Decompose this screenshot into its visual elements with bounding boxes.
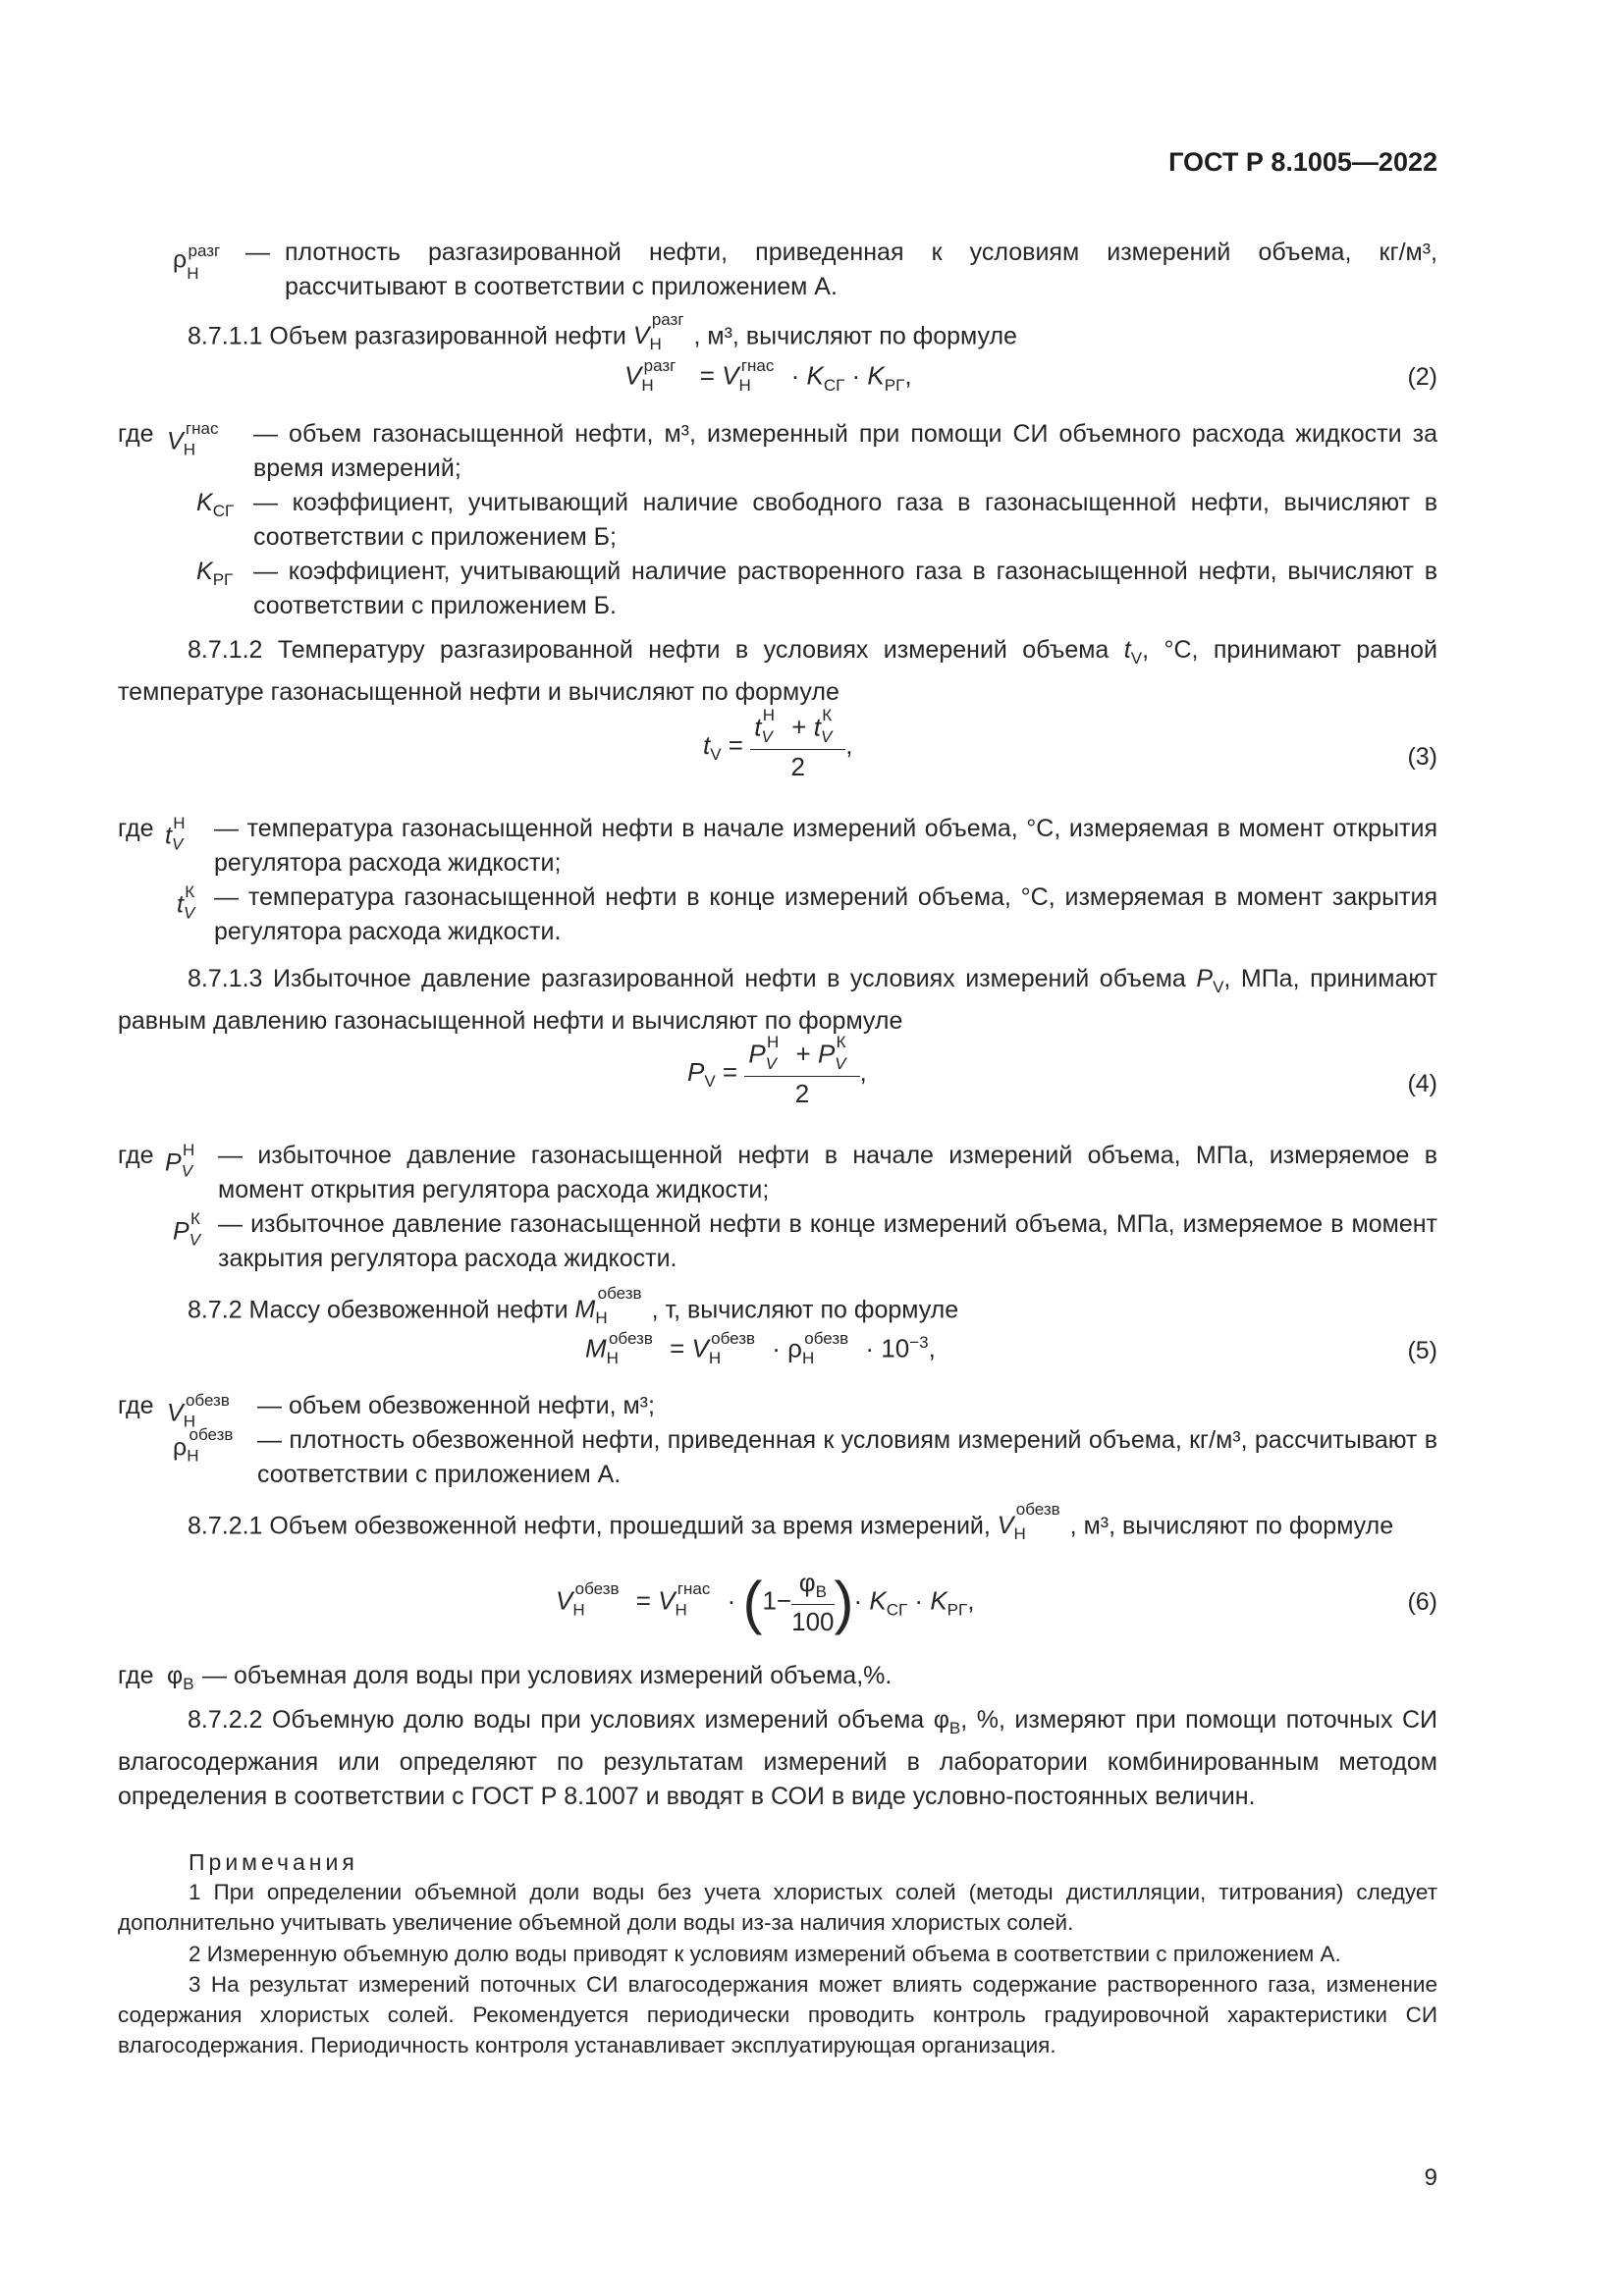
symbol-phi-v: $\varphi_В$: [167, 1662, 194, 1693]
where-label: где: [118, 815, 154, 842]
definition-p-v-n: — избыточное давление газонасыщенной нефти в начале измерений объема, МПа, измеряемое в момент открытия регулятора расхода жидкости;: [218, 1142, 1437, 1203]
symbol-v-gnas: $V_Н^{гнас}$: [167, 419, 219, 459]
definition-phi-v: — объемная доля воды при условиях измерений объема,%.: [202, 1662, 893, 1689]
equation-number-2: (2): [1407, 363, 1437, 391]
equation-number-4: (4): [1407, 1070, 1437, 1097]
note-2: 2 Измеренную объемную долю воды приводят к условиям измерений объема в соответствии с приложением А.: [189, 1942, 1341, 1966]
symbol-k-sg: $K_{СГ}$: [196, 489, 235, 520]
page-number: 9: [1424, 2164, 1437, 2191]
definition-rho-obezv: — плотность обезвоженной нефти, приведенная к условиям измерений объема, кг/м³, рассчитывают в соответствии с приложением А.: [257, 1426, 1437, 1488]
symbol-rho-razg: $\rho_Н^{разг}$: [173, 241, 221, 284]
definition-t-v-n: — температура газонасыщенной нефти в начале измерений объема, °С, измеряемая в момент открытия регулятора расхода жидкости;: [214, 815, 1437, 877]
formula-5: $M_Н^{обезв} = V_Н^{обезв} \cdot \rho_Н^{обезв} \cdot 10^{-3}$,: [585, 1329, 936, 1367]
symbol-m-obezv: $M_Н^{обезв}$: [574, 1284, 642, 1328]
fraction-eq4: $\frac{P_V^Н + P_V^К}{2}$: [744, 1039, 859, 1109]
note-1: 1 При определении объемной доли воды без учета хлористых солей (методы дистилляции, титрования) следует дополнительно учитывать увеличение объемной доли воды из-за наличия хлористых солей.: [118, 1880, 1437, 1935]
definition-v-obezv: — объем обезвоженной нефти, м³;: [257, 1392, 655, 1419]
symbol-p-v-k: $P_V^К$: [173, 1209, 201, 1250]
symbol-phi-v-inline: $\varphi_В$: [933, 1706, 961, 1737]
note-3: 3 На результат измерений поточных СИ влагосодержания может влиять содержание растворенного газа, изменение содержания хлористых солей. Рекомендуется периодически проводить контроль градуировочной характеристики СИ влагосодержания. Периодичность контроля устанавливает эксплуатирующая организация.: [118, 1972, 1437, 2057]
symbol-p-v-n: $P_V^Н$: [165, 1141, 195, 1181]
symbol-v-obezv: $V_Н^{обезв}$: [167, 1391, 230, 1431]
equation-number-6: (6): [1407, 1588, 1437, 1616]
definition-k-rg: — коэффициент, учитывающий наличие растворенного газа в газонасыщенной нефти, вычисляют в соответствии с приложением Б.: [253, 558, 1437, 619]
symbol-t-v-n: $t_V^Н$: [165, 814, 186, 854]
symbol-v-obezv-inline: $V_Н^{обезв}$: [997, 1500, 1060, 1544]
definition-v-gnas: — объем газонасыщенной нефти, м³, измеренный при помощи СИ объемного расхода жидкости за время измерений;: [253, 420, 1437, 482]
formula-4: $P_V$ = $\frac{P_V^Н + P_V^К}{2}$ ,: [687, 1033, 867, 1108]
paragraph-8-7-2-2: 8.7.2.2 Объемную долю воды при условиях измерений объема $\varphi_В$, %, измеряют при помощи поточных СИ влагосодержания или определяют по результатам измерений в лаборатории комбинированным методом определения в соответствии с ГОСТ Р 8.1007 и вводят в СОИ в виде условно-постоянных величин.: [118, 1706, 1437, 1810]
symbol-v-razg: $V_Н^{разг}$: [632, 310, 684, 354]
formula-2: $V_Н^{разг} = V_Н^{гнас} \cdot K_{СГ} \cdot K_{РГ}$,: [624, 356, 912, 395]
paragraph-8-7-1-2: 8.7.1.2 Температуру разгазированной нефти в условиях измерений объема $t_V$, °С, принимают равной температуре газонасыщенной нефти и вычисляют по формуле: [118, 636, 1438, 706]
equation-number-5: (5): [1407, 1337, 1437, 1364]
definition-t-v-k: — температура газонасыщенной нефти в конце измерений объема, °С, измеряемая в момент закрытия регулятора расхода жидкости.: [214, 883, 1437, 945]
symbol-k-rg: $K_{РГ}$: [196, 558, 234, 589]
equation-number-3: (3): [1407, 743, 1437, 771]
formula-3: $t_V$ = $\frac{t_V^Н + t_V^К}{2}$ ,: [703, 706, 853, 781]
symbol-t-v-k: $t_V^К$: [177, 882, 195, 923]
definition-rho-razg: плотность разгазированной нефти, приведенная к условиям измерений объема, кг/м³, рассчитывают в соответствии с приложением А.: [285, 239, 1437, 300]
dash: —: [245, 239, 270, 266]
formula-6: $V_Н^{обезв} = V_Н^{гнас} \cdot (1-$ $\frac{\varphi_В}{100}$ )· $K_{СГ} \cdot K_{РГ}$,: [556, 1568, 975, 1637]
notes-title: Примечания: [189, 1849, 358, 1875]
paragraph-8-7-2: 8.7.2 Массу обезвоженной нефти $M_Н^{обезв}$, т, вычисляют по формуле: [188, 1284, 959, 1328]
definition-p-v-k: — избыточное давление газонасыщенной нефти в конце измерений объема, МПа, измеряемое в момент закрытия регулятора расхода жидкости.: [218, 1210, 1437, 1272]
symbol-p-v: $P_V$: [1196, 965, 1224, 996]
symbol-rho-obezv: $\rho_Н^{обезв}$: [173, 1425, 234, 1466]
standard-header: ГОСТ Р 8.1005—2022: [1168, 147, 1437, 177]
where-label: где: [118, 1662, 154, 1689]
definition-k-sg: — коэффициент, учитывающий наличие свободного газа в газонасыщенной нефти, вычисляют в соответствии с приложением Б;: [253, 489, 1437, 551]
paragraph-8-7-2-1: 8.7.2.1 Объем обезвоженной нефти, прошедший за время измерений, $V_Н^{обезв}$, м³, вычисляют по формуле: [188, 1500, 1394, 1544]
symbol-t-v: $t_V$: [1123, 636, 1143, 667]
paragraph-8-7-1-3: 8.7.1.3 Избыточное давление разгазированной нефти в условиях измерений объема $P_V$, МПа, принимают равным давлению газонасыщенной нефти и вычисляют по формуле: [118, 965, 1437, 1035]
where-label: где: [118, 1392, 154, 1419]
where-label: где: [118, 1142, 154, 1169]
where-label: где: [118, 420, 154, 448]
fraction-eq3: $\frac{t_V^Н + t_V^К}{2}$: [750, 712, 845, 782]
fraction-eq6: $\frac{\varphi_В}{100}$: [791, 1568, 835, 1637]
paragraph-8-7-1-1: 8.7.1.1 Объем разгазированной нефти $V_Н^{разг}$, м³, вычисляют по формуле: [188, 310, 1017, 354]
